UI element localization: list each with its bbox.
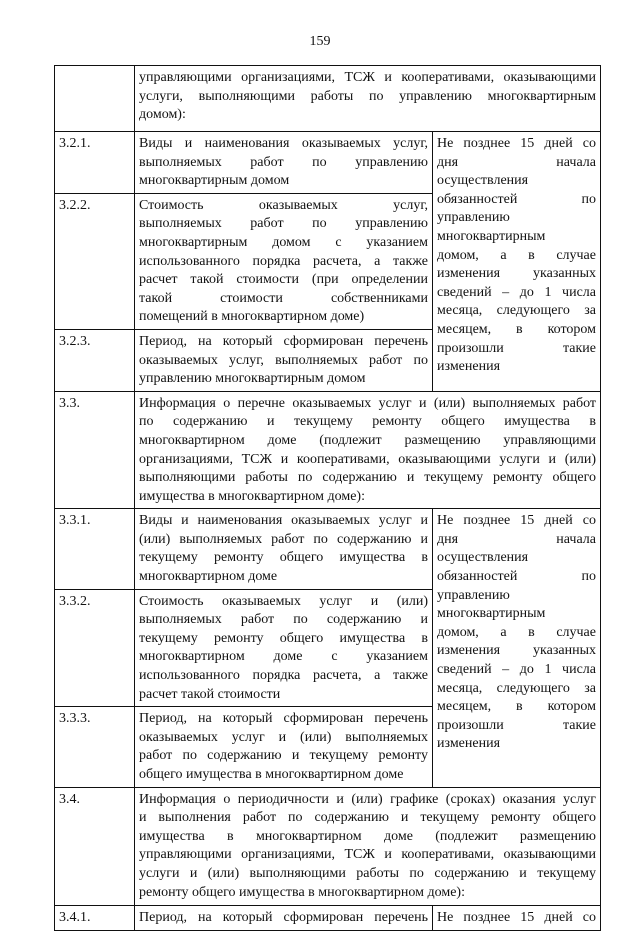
row-number-cell: 3.2.1. — [55, 132, 135, 194]
row-text-cell — [135, 509, 433, 589]
text-line: имущества в многоквартирном доме): — [139, 488, 365, 504]
text-line: многоквартирном доме (подлежит размещению управляющими — [139, 432, 596, 448]
text-line: такой стоимости собственниками — [139, 290, 428, 306]
text-line: услуги и (или) выполняющими работы по содержанию и текущему — [139, 865, 596, 881]
text-line: работ по содержанию и текущему ремонту — [139, 748, 428, 764]
row-text-cell — [135, 589, 433, 707]
text-line: услуги, выполняющими работы по управлению многоквартирным — [139, 88, 596, 104]
text-line: оказываемых услуг, выполняемых работ по — [139, 352, 428, 368]
text-line: управляющими организациями, ТСЖ и кооперативами, оказывающими — [139, 70, 596, 85]
text-line: Виды и наименования оказываемых услуг и — [139, 513, 428, 529]
row-text-cell — [135, 905, 433, 930]
row-number-cell: 3.2.2. — [55, 193, 135, 329]
deadline-cell — [433, 905, 601, 930]
row-text-cell — [135, 391, 601, 509]
text-line: организациями, ТСЖ и кооперативами, оказывающими услуги и (или) — [139, 451, 596, 467]
text-line: домом): — [139, 107, 186, 123]
text-line: выполняемых работ по содержанию и — [139, 612, 428, 628]
text-line: расчет такой стоимости — [139, 686, 281, 702]
text-line: Стоимость оказываемых услуг, — [139, 197, 428, 213]
text-line: общего имущества в многоквартирном доме — [139, 767, 404, 782]
text-line: Информация о перечне оказываемых услуг и (или) выполняемых работ — [139, 395, 596, 411]
text-line: Не позднее 15 дней со — [437, 909, 596, 925]
text-line: многоквартирном доме с указанием — [139, 649, 428, 665]
text-line: изменения указанных — [437, 266, 596, 282]
text-line: Период, на который сформирован перечень — [139, 333, 428, 349]
text-line: Не позднее 15 дней со — [437, 513, 596, 529]
text-line: дня начала — [437, 154, 596, 170]
text-line: оказываемых услуг и (или) выполняемых — [139, 729, 428, 745]
text-line: домом, а в случае — [437, 247, 596, 263]
table-row — [55, 66, 601, 132]
table-row — [55, 905, 601, 930]
text-line: осуществления — [437, 173, 529, 189]
row-number-cell: 3.2.3. — [55, 329, 135, 391]
text-line: Стоимость оказываемых услуг и (или) — [139, 593, 428, 609]
text-line: изменения указанных — [437, 643, 596, 659]
row-text-cell — [135, 787, 601, 905]
text-line: многоквартирным домом с указанием — [139, 234, 428, 250]
text-line: дня начала — [437, 531, 596, 547]
text-line: многоквартирным домом — [139, 173, 290, 189]
row-number-cell: 3.3.3. — [55, 707, 135, 787]
text-line: Период, на который сформирован перечень — [139, 909, 428, 925]
text-line: многоквартирным — [437, 606, 546, 622]
text-line: домом, а в случае — [437, 624, 596, 640]
deadline-cell — [433, 509, 601, 787]
text-line: выполняемых работ по управлению — [139, 216, 428, 232]
text-line: многоквартирным — [437, 228, 546, 244]
text-line: месяца, следующего за — [437, 680, 596, 696]
text-line: управлению многоквартирным домом — [139, 371, 366, 387]
text-line: по содержанию и текущему ремонту общего имущества в — [139, 414, 596, 430]
text-line: обязанностей по — [437, 191, 596, 207]
text-line: осуществления — [437, 550, 529, 566]
text-line: месяца, следующего за — [437, 303, 596, 319]
table-row — [55, 391, 601, 509]
text-line: помещений в многоквартирном доме) — [139, 309, 365, 325]
text-line: и выполнения работ по содержанию и текущему ремонту общего — [139, 810, 596, 826]
text-line: Не позднее 15 дней со — [437, 136, 596, 151]
text-line: месяцем, в котором — [437, 321, 596, 337]
table-row — [55, 509, 601, 589]
row-number-cell: 3.3. — [55, 391, 135, 509]
text-line: изменения — [437, 736, 501, 752]
text-line: выполняемых работ по управлению — [139, 154, 428, 170]
text-line: текущему ремонту общего имущества в — [139, 550, 428, 566]
row-number-cell — [55, 66, 135, 132]
text-line: управляющими организациями, ТСЖ и кооперативами, оказывающими — [139, 847, 596, 863]
row-number-cell: 3.3.1. — [55, 509, 135, 589]
text-line: расчет такой стоимости (при определении — [139, 272, 428, 288]
deadline-cell — [433, 132, 601, 392]
row-text-cell — [135, 66, 601, 132]
text-line: (или) выполняемых работ по содержанию и — [139, 531, 428, 547]
requirements-table — [54, 65, 601, 931]
text-line: использованного порядка расчета, а также — [139, 253, 428, 269]
text-line: произошли такие — [437, 717, 596, 733]
row-text-cell — [135, 329, 433, 391]
page-number: 159 — [309, 34, 331, 49]
text-line: имущества в многоквартирном доме (подлежит размещению — [139, 828, 596, 844]
text-line: Период, на который сформирован перечень — [139, 711, 428, 727]
text-line: управлению — [437, 587, 510, 603]
text-line: использованного порядка расчета, а также — [139, 668, 428, 684]
text-line: Информация о периодичности и (или) графике (сроках) оказания услуг — [139, 791, 596, 807]
row-number-cell: 3.3.2. — [55, 589, 135, 707]
text-line: управлению — [437, 210, 510, 226]
text-line: текущему ремонту общего имущества в — [139, 630, 428, 646]
table-row — [55, 132, 601, 194]
table-row — [55, 787, 601, 905]
text-line: изменения — [437, 359, 501, 375]
text-line: выполняющими работы по содержанию и текущему ремонту общего — [139, 470, 596, 486]
row-text-cell — [135, 132, 433, 194]
row-text-cell — [135, 707, 433, 787]
text-line: месяцем, в котором — [437, 699, 596, 715]
text-line: сведений – до 1 числа — [437, 284, 596, 300]
text-line: сведений – до 1 числа — [437, 662, 596, 678]
text-line: многоквартирном доме — [139, 569, 278, 585]
row-number-cell: 3.4. — [55, 787, 135, 905]
text-line: Виды и наименования оказываемых услуг, — [139, 136, 428, 151]
text-line: произошли такие — [437, 340, 596, 356]
text-line: ремонту общего имущества в многоквартирном доме): — [139, 884, 465, 900]
row-text-cell — [135, 193, 433, 329]
text-line: обязанностей по — [437, 569, 596, 585]
row-number-cell: 3.4.1. — [55, 905, 135, 930]
